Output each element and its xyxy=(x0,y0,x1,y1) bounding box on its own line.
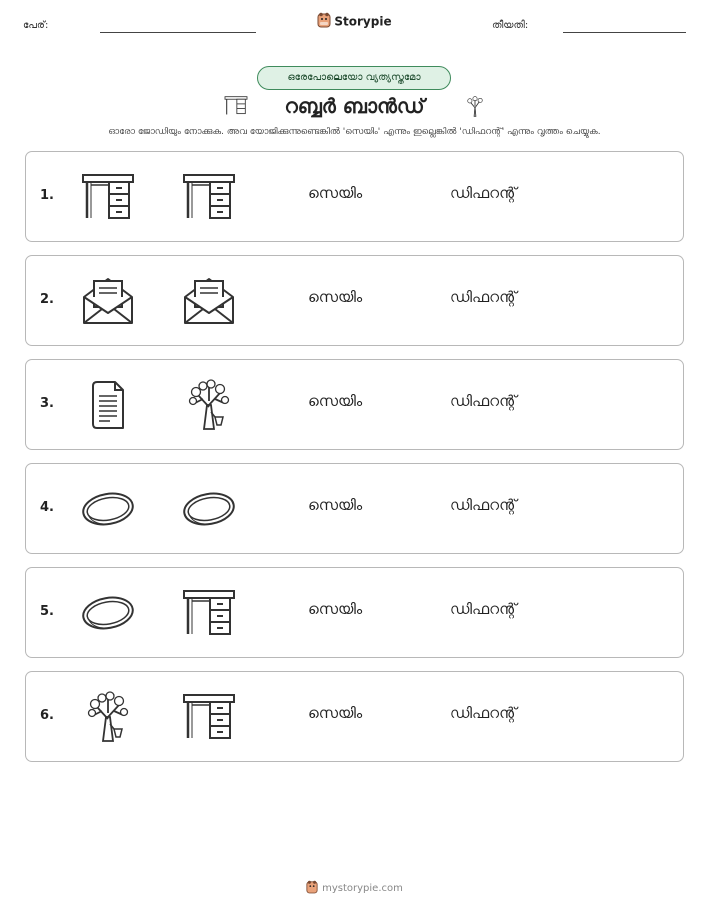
different-option[interactable]: ഡിഫറന്റ് xyxy=(450,496,517,514)
brand xyxy=(0,12,709,31)
question-card xyxy=(25,151,684,242)
name-line[interactable] xyxy=(100,32,256,33)
envelope-icon xyxy=(80,275,136,327)
page-title: റബ്ബർ ബാൻഡ് xyxy=(284,94,425,118)
instructions: ഓരോ ജോഡിയും നോക്കുക. അവ യോജിക്കുന്നുണ്ടെങ്കിൽ 'സെയിം' എന്നും ഇല്ലെങ്കിൽ 'ഡിഫറന്റ്' എന്നും വൃത്തം ചെയ്യുക. xyxy=(108,127,601,137)
question-card xyxy=(25,671,684,762)
different-option[interactable]: ഡിഫറന്റ് xyxy=(450,392,517,410)
date-line[interactable] xyxy=(563,32,686,33)
desk-icon xyxy=(181,587,237,639)
rubber-band-icon xyxy=(80,587,136,639)
different-option[interactable]: ഡിഫറന്റ് xyxy=(450,288,517,306)
same-option[interactable]: സെയിം xyxy=(308,704,363,722)
same-option[interactable]: സെയിം xyxy=(308,496,363,514)
different-option[interactable]: ഡിഫറന്റ് xyxy=(450,184,517,202)
name-label: പേര്: xyxy=(23,20,49,31)
same-option[interactable]: സെയിം xyxy=(308,288,363,306)
question-card xyxy=(25,463,684,554)
same-option[interactable]: സെയിം xyxy=(308,600,363,618)
rubber-band-icon xyxy=(181,483,237,535)
question-number: 2. xyxy=(40,292,54,307)
question-number: 5. xyxy=(40,604,54,619)
desk-icon xyxy=(80,171,136,223)
date-label: തീയതി: xyxy=(492,20,529,31)
tree-icon xyxy=(80,691,136,743)
question-number: 1. xyxy=(40,188,54,203)
rubber-band-icon xyxy=(80,483,136,535)
footer-url[interactable]: mystorypie.com xyxy=(322,883,403,894)
storypie-logo-icon xyxy=(306,880,318,897)
question-number: 6. xyxy=(40,708,54,723)
tree-icon xyxy=(463,92,487,124)
desk-icon xyxy=(181,171,237,223)
different-option[interactable]: ഡിഫറന്റ് xyxy=(450,600,517,618)
desk-icon xyxy=(181,691,237,743)
document-icon xyxy=(80,379,136,431)
question-number: 3. xyxy=(40,396,54,411)
same-option[interactable]: സെയിം xyxy=(308,392,363,410)
tree-icon xyxy=(181,379,237,431)
storypie-logo-icon xyxy=(317,12,331,31)
envelope-icon xyxy=(181,275,237,327)
footer xyxy=(0,880,709,897)
question-card xyxy=(25,255,684,346)
same-option[interactable]: സെയിം xyxy=(308,184,363,202)
brand-name: Storypie xyxy=(334,14,392,29)
category-badge: ഒരേപോലെയോ വ്യത്യസ്തമോ xyxy=(257,66,451,90)
question-card xyxy=(25,359,684,450)
question-number: 4. xyxy=(40,500,54,515)
question-card xyxy=(25,567,684,658)
different-option[interactable]: ഡിഫറന്റ് xyxy=(450,704,517,722)
